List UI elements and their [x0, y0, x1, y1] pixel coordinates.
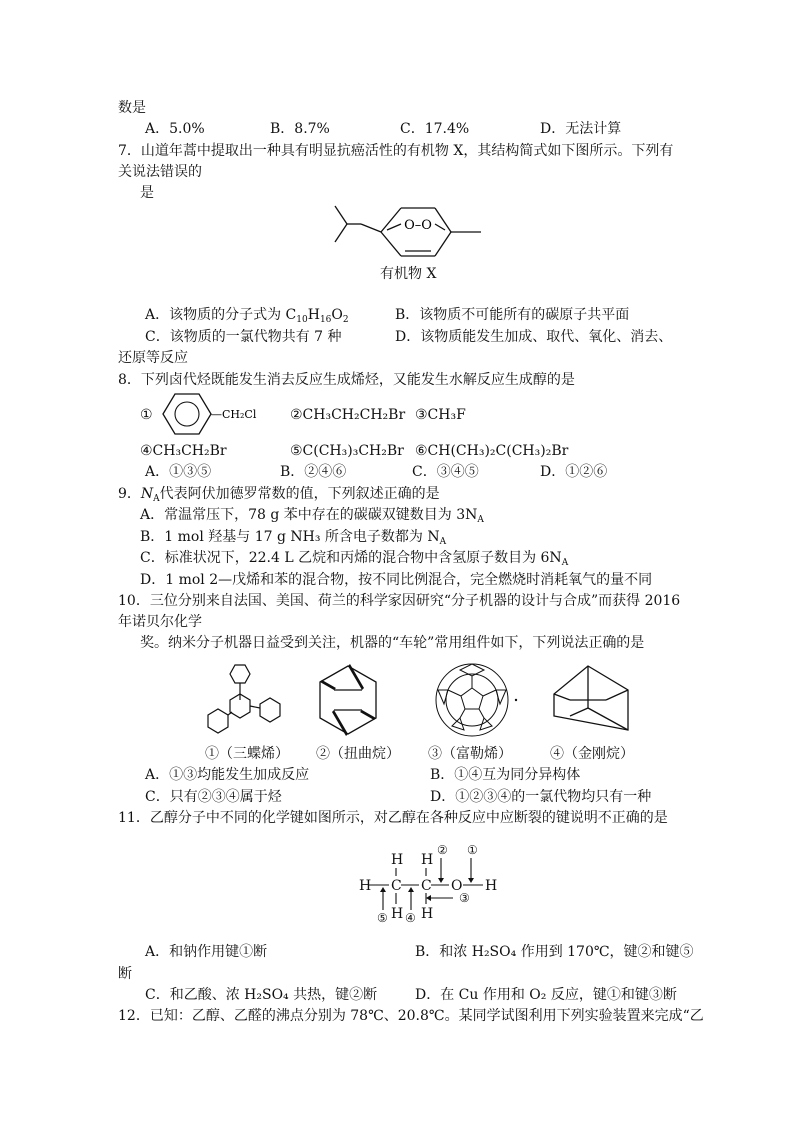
- triptycene-structure: [200, 660, 295, 738]
- q6-option-d: D．无法计算: [540, 121, 622, 137]
- q9-b-sub: A: [439, 537, 447, 547]
- bond-label-5: ⑤: [377, 911, 388, 925]
- q7-a-mid2: O: [331, 307, 343, 323]
- q6-option-a: A．5.0%: [145, 121, 205, 137]
- q10-option-d: D．①②③④的一氯代物均只有一种: [430, 789, 652, 805]
- q10-caption-3: ③（富勒烯）: [428, 746, 512, 762]
- q9-a-text: A．常温常压下，78 g 苯中存在的碳碳双键数目为 3N: [140, 507, 478, 523]
- q8-item6: ⑥CH(CH₃)₂C(CH₃)₂Br: [415, 443, 569, 459]
- q9-b-text: B．1 mol 羟基与 17 g NH₃ 所含电子数都为 N: [140, 529, 440, 545]
- q7-stem-line1: 7．山道年蒿中提取出一种具有明显抗癌活性的有机物 X，其结构简式如下图所示。下列有: [118, 143, 674, 159]
- q11-option-b: B．和浓 H₂SO₄ 作用到 170℃，键②和键⑤: [415, 944, 694, 960]
- q9-stem-text: 代表阿伏加德罗常数的值，下列叙述正确的是: [159, 486, 440, 502]
- bond-label-2: ②: [437, 843, 448, 857]
- atom-h-right: H: [485, 878, 498, 894]
- q10-stem-line2: 年诺贝尔化学: [118, 614, 202, 630]
- atom-h-top1: H: [391, 852, 404, 868]
- atom-c2: C: [421, 878, 432, 894]
- q10-option-c: C．只有②③④属于烃: [145, 789, 282, 805]
- q8-option-b: B．②④⑥: [280, 464, 347, 480]
- twistane-structure: [312, 660, 384, 740]
- q8-item3: ③CH₃F: [415, 407, 466, 423]
- bond-label-1: ①: [467, 843, 478, 857]
- q7-a-sub2: 16: [319, 315, 332, 325]
- atom-h-left: H: [359, 878, 372, 894]
- bond-label-3: ③: [459, 891, 470, 905]
- q8-item5: ⑤C(CH₃)₃CH₂Br: [290, 443, 404, 459]
- q7-option-b: B．该物质不可能所有的碳原子共平面: [395, 307, 630, 323]
- q8-option-d: D．①②⑥: [540, 464, 608, 480]
- q7-option-c: C．该物质的一氯代物共有 7 种: [145, 329, 342, 345]
- q11-option-b-cont: 断: [118, 966, 132, 982]
- atom-o: O: [451, 878, 463, 894]
- q6-option-b: B．8.7%: [270, 121, 330, 137]
- q9-c-text: C．标准状况下，22.4 L 乙烷和丙烯的混合物中含氢原子数目为 6N: [140, 550, 562, 566]
- q8-stem: 8．下列卤代烃既能发生消去反应生成烯烃，又能发生水解反应生成醇的是: [118, 372, 575, 388]
- q10-stem-line3: 奖。纳米分子机器日益受到关注，机器的“车轮”常用组件如下，下列说法正确的是: [140, 635, 645, 651]
- peroxide-bridge-label: O–O: [404, 218, 432, 233]
- q7-a-sub3: 2: [342, 315, 349, 325]
- q10-caption-1: ①（三蝶烯）: [205, 746, 289, 762]
- q8-option-a: A．①③⑤: [145, 464, 212, 480]
- q7-option-d: D．该物质能发生加成、取代、氧化、消去、: [395, 329, 673, 345]
- atom-c1: C: [391, 878, 402, 894]
- q10-option-a: A．①③均能发生加成反应: [145, 767, 310, 783]
- q7-stem-line2: 关说法错误的: [118, 164, 202, 180]
- q9-option-d: D．1 mol 2—戊烯和苯的混合物，按不同比例混合，完全燃烧时消耗氧气的量不同: [140, 572, 653, 588]
- q6-tail: 数是: [118, 100, 146, 116]
- q8-item4: ④CH₃CH₂Br: [140, 443, 227, 459]
- q10-caption-2: ②（扭曲烷）: [316, 746, 400, 762]
- q9-na-sub: A: [153, 494, 160, 504]
- q6-option-c: C．17.4%: [400, 121, 470, 137]
- q7-figure-caption: 有机物 X: [380, 266, 437, 282]
- q11-option-d: D．在 Cu 作用和 O₂ 反应，键①和键③断: [415, 987, 677, 1003]
- q10-option-b: B．①④互为同分异构体: [430, 767, 581, 783]
- q9-c-sub: A: [561, 558, 569, 568]
- benzyl-chloride-structure: [155, 390, 265, 438]
- q9-na: N: [140, 486, 154, 502]
- q9-a-sub: A: [477, 515, 484, 525]
- q7-stem-line3: 是: [140, 185, 154, 201]
- atom-h-bot1: H: [391, 906, 404, 922]
- q7-option-d-cont: 还原等反应: [118, 350, 188, 366]
- q8-item1-group: —CH₂Cl: [211, 408, 257, 421]
- q7-a-pre: A．该物质的分子式为 C: [145, 307, 297, 323]
- q10-stem-line1: 10．三位分别来自法国、美国、荷兰的科学家因研究“分子机器的设计与合成”而获得 2016: [118, 593, 681, 609]
- adamantane-structure: [548, 660, 638, 740]
- q8-item1-label: ①: [140, 407, 153, 423]
- q10-caption-4: ④（金刚烷）: [550, 746, 634, 762]
- q9-num: 9．: [118, 486, 141, 502]
- q12-stem: 12．已知：乙醇、乙醛的沸点分别为 78℃、20.8℃。某同学试图利用下列实验装置来完成“乙: [118, 1008, 704, 1024]
- fullerene-structure: [430, 660, 520, 740]
- q8-item2: ②CH₃CH₂CH₂Br: [290, 407, 406, 423]
- atom-h-top2: H: [421, 852, 434, 868]
- q8-option-c: C．③④⑤: [412, 464, 479, 480]
- q11-option-c: C．和乙酸、浓 H₂SO₄ 共热，键②断: [145, 987, 378, 1003]
- bond-label-4: ④: [405, 911, 416, 925]
- q11-stem: 11．乙醇分子中不同的化学键如图所示，对乙醇在各种反应中应断裂的键说明不正确的是: [118, 810, 668, 826]
- ethanol-bond-diagram: [355, 838, 525, 930]
- atom-h-bot2: H: [421, 906, 434, 922]
- q7-a-mid: H: [307, 307, 320, 323]
- q11-option-a: A．和钠作用键①断: [145, 944, 268, 960]
- q7-a-sub1: 10: [296, 315, 308, 325]
